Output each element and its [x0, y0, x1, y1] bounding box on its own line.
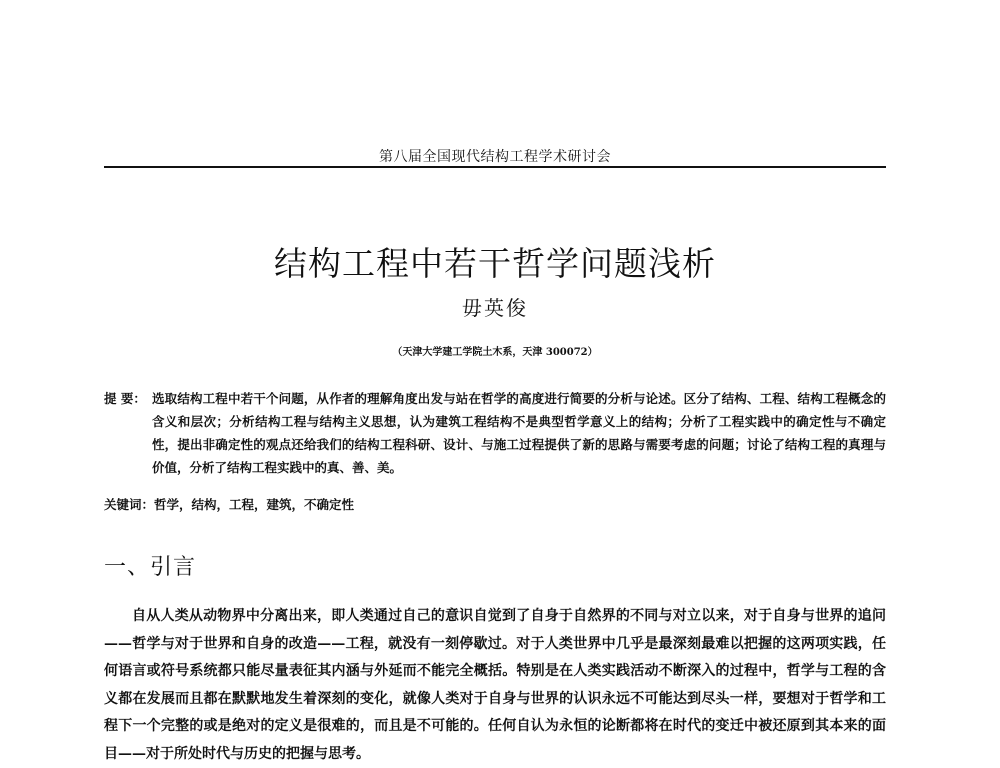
keywords-label: 关键词：	[104, 497, 155, 512]
keywords-text: 哲学，结构，工程，建筑，不确定性	[154, 497, 355, 512]
author-affiliation: （天津大学建工学院土木系，天津 300072）	[392, 347, 598, 358]
abstract-text: 选取结构工程中若干个问题，从作者的理解角度出发与站在哲学的高度进行简要的分析与论述。区分了结构、工程、结构工程概念的含义和层次；分析结构工程与结构主义思想，认为建筑工程结构不是典型哲学意义上的结构；分析了工程实践中的确定性与不确定性，提出非确定性的观点还给我们的结构工程科研、设计、与施工过程提供了新的思路与需要考虑的问题；讨论了结构工程的真理与价值，分析了结构工程实践中的真、善、美。	[152, 391, 886, 475]
running-head: 第八届全国现代结构工程学术研讨会	[379, 149, 611, 165]
abstract	[104, 387, 886, 479]
author-name: 毋英俊	[462, 296, 528, 320]
header-rule	[104, 166, 886, 168]
section-heading-introduction: 一、引言	[104, 555, 197, 580]
keywords	[104, 493, 886, 516]
paper-title: 结构工程中若干哲学问题浅析	[274, 244, 716, 284]
abstract-label: 提 要：	[104, 391, 146, 406]
introduction-paragraph: 自从人类从动物界中分离出来，即人类通过自己的意识自觉到了自身于自然界的不同与对立以来，对于自身与世界的追问——哲学与对于世界和自身的改造——工程，就没有一刻停歇过。对于人类世界中几乎是最深刻最难以把握的这两项实践，任何语言或符号系统都只能尽量表征其内涵与外延而不能完全概括。特别是在人类实践活动不断深入的过程中，哲学与工程的含义都在发展而且都在默默地发生着深刻的变化，就像人类对于自身与世界的认识永远不可能达到尽头一样，要想对于哲学和工程下一个完整的或是绝对的定义是很难的，而且是不可能的。任何自认为永恒的论断都将在时代的变迁中被还原到其本来的面目——对于所处时代与历史的把握与思考。	[104, 608, 886, 762]
